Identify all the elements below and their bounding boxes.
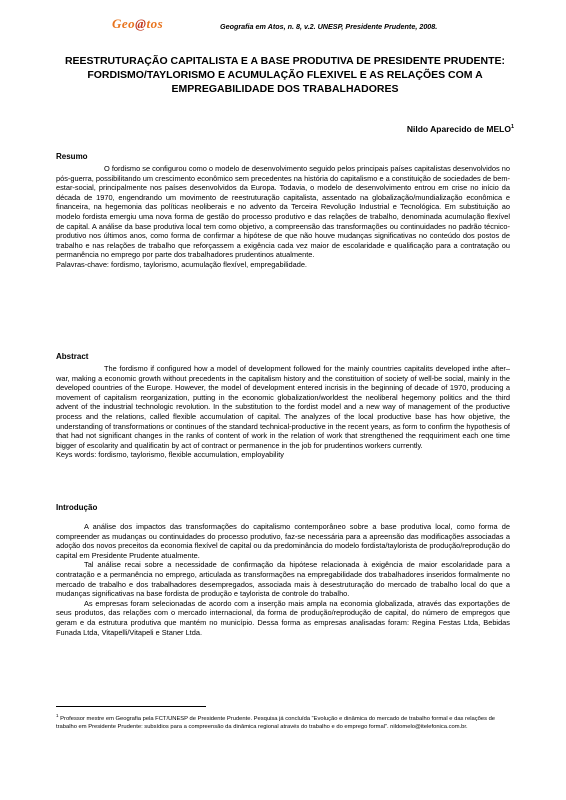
author-name: Nildo Aparecido de MELO xyxy=(406,124,511,134)
resumo-body: O fordismo se configurou como o modelo de desenvolvimento seguido pelos principais países capitalistas desenvolvidos no pós-guerra, possibilitando um crescimento econômico sem precedentes na história do capitalismo e a constituição de sociedades de bem-estar-social, principalmente nos países desenvolvidos da Europa. Todavia, o modelo de desenvolvimento entrou em crise no início da década de 1970, engendrando um movimento de reestruturação capitalista, assentado na globalização/mundialização econômica e financeira, na hegemonia das políticas neoliberais e no advento da Terceira Revolução Industrial e Tecnológica. Em substituição ao modelo fordista emergiu uma nova forma de gestão do processo produtivo e das relações de trabalho, denominada acumulação flexível de capital. A análise da base produtiva local tem como objetivo, a compreensão das transformações ou continuidades no padrão técnico-produtivo nos últimos anos, como forma de confirmar a hipótese de que não houve mudanças significativas no conteúdo dos postos de trabalho e nas relações de trabalho que reforçassem a exigência cada vez maior de escolaridade e qualificação para a contratação ou permanência no emprego por parte dos trabalhadores prudentinos atualmente. xyxy=(56,164,510,260)
abstract-body: The fordismo if configured how a model of development followed for the mainly countries capitalits developed inthe after–war, making a economic growth without precedents in the capitalism history and the constituition of society of well-be social, mainly in the developed countries of the Europe. However, the model of development entered incrisis in the beginning of decade of 1970, producing a movement of capitalism reorganization, putting in the economic globalization/worldest the neoliberal hegemony politics and the third advent of the industrial technologic revolution. In the substitution to the fordist model and a new way of management of the productive process and the relations, called flexible accumulation of capital. The analyzes of the local productive base has how objetive, the understanding of transformations or continues of the standard technical-productive in the recent years, as form to confirm the hypothesis of that had not significant changes in the ranks of content of work in the relation of work that strengthened the reqquiriment each one time bigger of escolarity and qualificatin by act of contract or permanence in the job for prudentinos workers currently. xyxy=(56,364,510,450)
introducao-paragraph-1: A análise dos impactos das transformações do capitalismo contemporâneo sobre a base produtiva local, como forma de compreender as mudanças ou continuidades do processo produtivo, faz-se necessária para a apreensão das modificações associadas a adoção dos novos preceitos da economia flexível de capital ou da predominância do modelo fordista/taylorista de produção/reprodução do capital em Presidente Prudente atualmente. xyxy=(56,522,510,560)
author-footnote-mark: 1 xyxy=(510,124,514,131)
author-line xyxy=(407,124,514,134)
resumo-keywords: Palavras-chave: fordismo, taylorismo, acumulação flexível, empregabilidade. xyxy=(56,259,307,269)
paper-title: REESTRUTURAÇÃO CAPITALISTA E A BASE PRODUTIVA DE PRESIDENTE PRUDENTE: FORDISMO/TAYLORISMO E ACUMULAÇÃO FLEXIVEL E AS RELAÇÕES COM A EMPREGABILIDADE DOS TRABALHADORES xyxy=(64,55,506,95)
logo-at-symbol: @ xyxy=(135,16,147,31)
journal-header: Geografia em Atos, n. 8, v.2. UNESP, Presidente Prudente, 2008. xyxy=(220,22,438,31)
journal-logo xyxy=(112,16,163,32)
logo-text-right: tos xyxy=(146,16,164,31)
introducao-heading: Introdução xyxy=(56,503,98,512)
resumo-section xyxy=(56,164,510,270)
introducao-paragraph-3: As empresas foram selecionadas de acordo com a inserção mais ampla na economia globalizada, através das exportações de seus produtos, das relações com o mercado internacional, da forma de produção/reprodução de capital, do número de empregos que geram e da estrutura produtiva que mantém no município. Dessa forma as empresas analisadas foram: Regina Festas Ltda, Bebidas Funada Ltda, Vitapelli/Vitapeli e Staner Ltda. xyxy=(56,598,510,637)
footnote xyxy=(56,712,510,731)
introducao-paragraph-2: Tal análise recai sobre a necessidade de confirmação da hipótese relacionada à exigência de maior escolaridade para a contratação e a permanência no emprego, articulada as transformações na empregabilidade dos trabalhadores inseridos formalmente no mercado de trabalho e dos trabalhadores desempregados, associada mais à desestruturação do mercado de trabalho local do que a mudanças significativas na base fordista de produção e taylorista de controle do trabalho. xyxy=(56,560,510,599)
footnote-text: Professor mestre em Geografia pela FCT/UNESP de Presidente Prudente. Pesquisa já concluída “Evolução e dinâmica do mercado de trabalho formal e das relações de trabalho em Presidente Prudente: subsídios para a compreensão da dinâmica regional através do trabalho e do emprego formal”. nildomelo@itelefonica.com.br. xyxy=(56,715,496,730)
abstract-heading: Abstract xyxy=(56,352,89,361)
resumo-heading: Resumo xyxy=(56,152,88,161)
footnote-mark: 1 xyxy=(56,713,59,718)
abstract-section xyxy=(56,364,510,460)
footnote-divider xyxy=(56,706,206,707)
introducao-section xyxy=(56,522,510,637)
abstract-keywords: Keys words: fordismo, taylorismo, flexible accumulation, employability xyxy=(56,450,284,460)
logo-text-left: Geo xyxy=(112,16,136,31)
